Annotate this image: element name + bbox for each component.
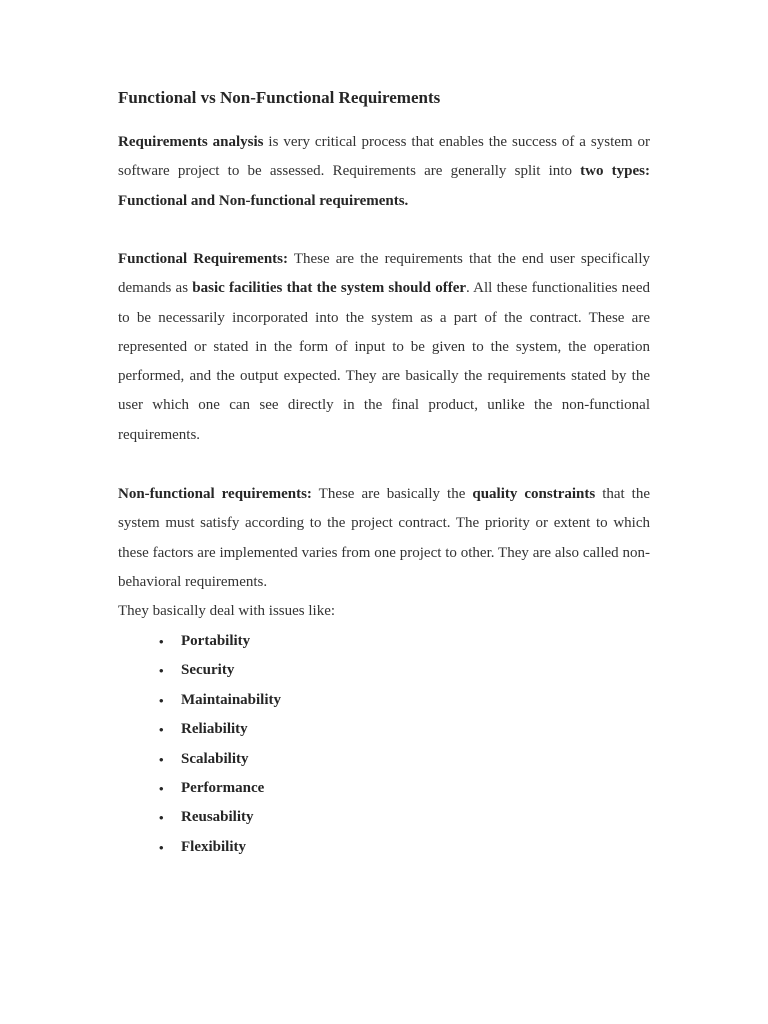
bullet-icon: • [159,751,164,767]
list-item [118,833,281,862]
functional-text-1: These are the requirements that the end user specifically demands as [118,251,650,297]
nonfunctional-bold-phrase: quality constraints [472,486,596,502]
list-item [118,715,281,744]
list-item [118,745,281,774]
intro-bold-types: two types: Functional and Non-functional requirements. [118,163,650,209]
bullet-icon: • [159,722,164,738]
list-item-label: Scalability [181,750,249,767]
list-item [118,686,281,715]
functional-label: Functional Requirements: [118,251,288,267]
list-item-label: Security [181,662,235,679]
list-item [118,774,281,803]
nonfunctional-text-2: that the system must satisfy according to the project contract. The priority or extent to which these factors are implemented varies from one project to other. They are also called non-behavioral requirements. [118,486,650,590]
nonfunctional-label: Non-functional requirements: [118,486,312,502]
nonfunctional-paragraph [118,480,650,597]
bullet-icon: • [159,692,164,708]
list-item-label: Maintainability [181,691,282,708]
intro-text: is very critical process that enables the success of a system or software project to be assessed. Requirements are generally split into [118,134,650,180]
functional-bold-phrase: basic facilities that the system should offer [192,280,467,297]
bullet-icon: • [159,634,164,649]
nonfunctional-text-1: These are basically the [311,486,473,502]
list-item [118,656,281,685]
list-item [118,627,281,656]
intro-bold-lead: Requirements analysis [118,134,264,150]
bullet-icon: • [159,780,164,796]
bullet-icon: • [159,839,164,855]
issues-intro: They basically deal with issues like: [118,603,336,619]
list-item-label: Flexibility [181,838,246,855]
list-item-label: Performance [181,779,265,796]
functional-paragraph [118,245,650,450]
functional-text-2: . All these functionalities need to be necessarily incorporated into the system as a part of the contract. These are represented or stated in the form of input to be given to the system, the operation performed, and the output expected. They are basically the requirements stated by the user which one can see directly in the final product, unlike the non-functional requirements. [118,280,650,443]
list-item-label: Portability [181,633,251,649]
intro-paragraph [118,128,650,216]
document-title: Functional vs Non-Functional Requirements [118,88,441,107]
bullet-icon: • [159,810,164,826]
list-item-label: Reliability [181,721,248,738]
list-item-label: Reusability [181,809,254,826]
issues-list [118,627,281,862]
bullet-icon: • [159,663,164,679]
list-item [118,803,281,832]
